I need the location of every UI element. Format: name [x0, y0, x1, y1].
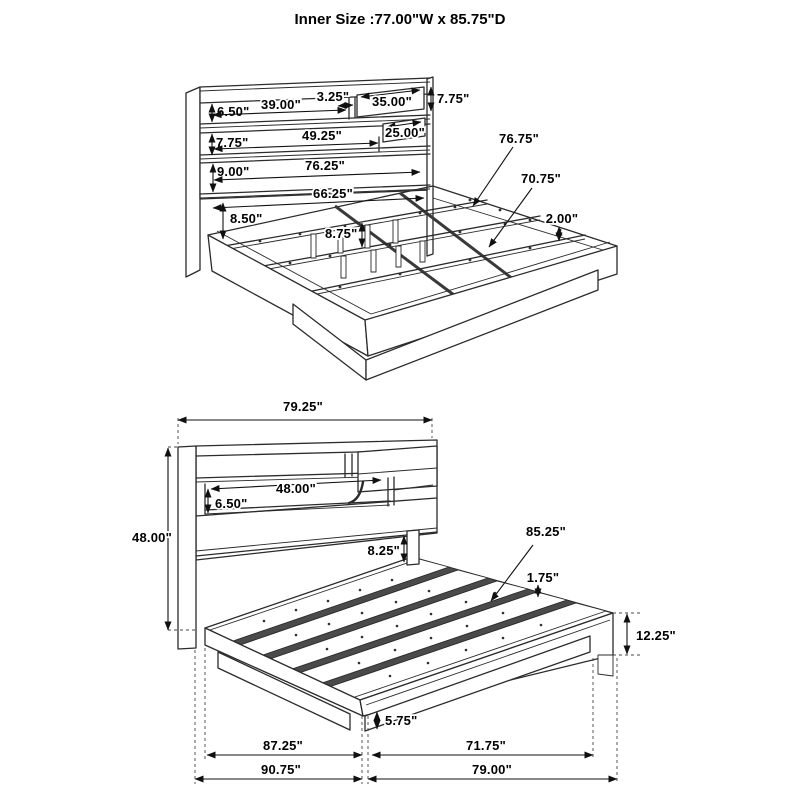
dim-shelf-opening-height: 6.50" [217, 104, 250, 119]
support-leg [341, 256, 346, 278]
dim-platform-gap: 8.25" [367, 543, 400, 558]
dim-middle-shelf-width: 49.25" [302, 128, 342, 143]
support-leg [393, 220, 398, 243]
right-foot [598, 655, 613, 676]
dim-support-leg-height: 8.75" [325, 226, 358, 241]
dim-bottom-board-height: 9.00" [217, 164, 250, 179]
support-leg [311, 234, 316, 258]
dim-middle-shelf-height: 7.75" [216, 135, 249, 150]
headboard-left-post [178, 446, 196, 649]
front-view [132, 399, 676, 784]
support-leg [396, 246, 401, 267]
dim-overall-length: 90.75" [261, 762, 301, 777]
dim-foot-inner-width: 71.75" [466, 738, 506, 753]
top-view [186, 77, 617, 380]
dim-shelf-opening-height: 6.50" [215, 496, 248, 511]
dim-overall-width: 79.00" [472, 762, 512, 777]
support-leg [371, 250, 376, 272]
headboard-left-post [186, 87, 200, 277]
dim-divider-thickness: 3.25" [316, 89, 350, 104]
dim-shelf-opening-width: 48.00" [276, 481, 316, 496]
dim-base-height: 5.75" [385, 713, 418, 728]
dim-shelf-opening-width: 39.00" [261, 97, 301, 112]
dim-platform-side-length: 87.25" [263, 738, 303, 753]
dim-inner-width: 66.25" [313, 186, 353, 201]
headboard-right-post [427, 77, 433, 256]
dim-under-headboard-clearance: 8.50" [230, 211, 263, 226]
dim-side-rail-length: 76.75" [499, 131, 539, 146]
support-leg [365, 225, 370, 248]
dim-headboard-width: 79.25" [283, 399, 323, 414]
dim-right-cubby-width: 35.00" [372, 94, 412, 109]
dim-bottom-board-width: 76.25" [305, 158, 345, 173]
headboard-right-leg [407, 530, 419, 565]
dim-headboard-height: 48.00" [132, 530, 172, 545]
dim-center-rail-length: 70.75" [521, 171, 561, 186]
support-leg [420, 241, 425, 262]
dim-side-rail-height: 12.25" [636, 628, 676, 643]
dim-slat-gap: 1.75" [526, 570, 560, 585]
dim-middle-cubby-width: 25.00" [385, 125, 425, 140]
dim-slat-length: 85.25" [526, 524, 566, 539]
page-title: Inner Size :77.00"W x 85.75"D [294, 11, 506, 28]
left-rail-face [208, 235, 368, 356]
dim-rail-lip-height: 2.00" [545, 211, 579, 226]
dim-top-board-height: 7.75" [437, 91, 470, 106]
